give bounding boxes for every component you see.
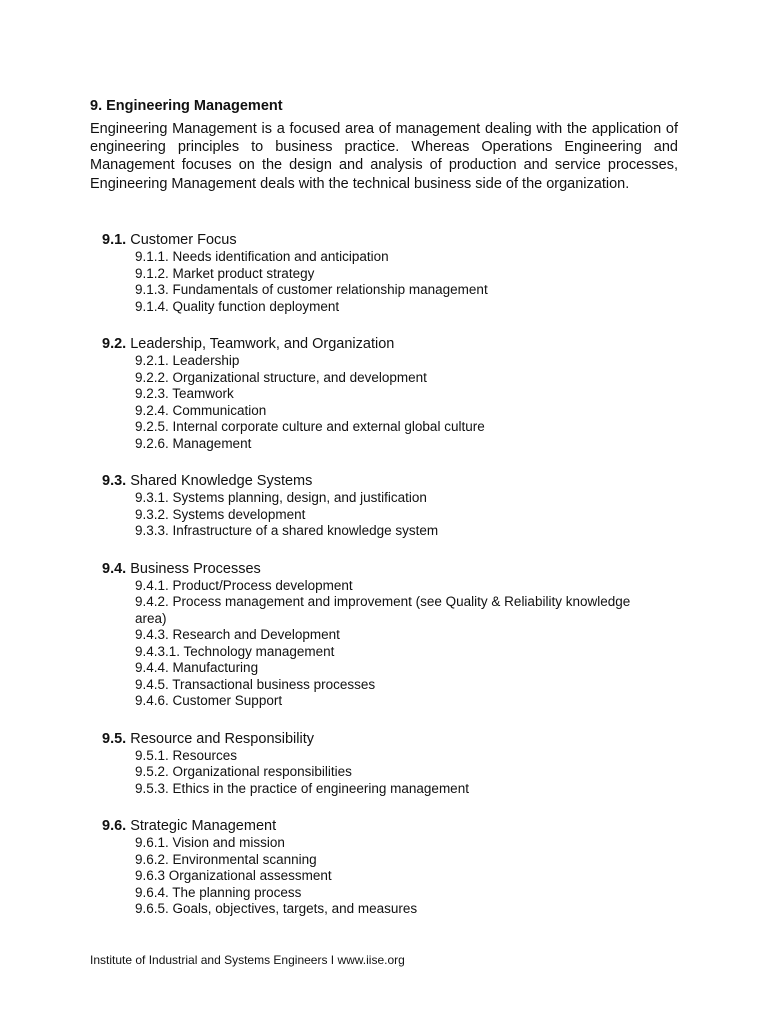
list-item: 9.2.3. Teamwork: [135, 386, 234, 401]
list-item: 9.6.4. The planning process: [135, 884, 302, 900]
subsection-number: 9.5.: [102, 730, 127, 747]
list-item: 9.3.1. Systems planning, design, and justification: [135, 490, 427, 505]
subsection-title: [102, 817, 662, 835]
list-item: 9.5.3. Ethics in the practice of engineering management: [135, 780, 469, 796]
subsection-name: Business Processes: [130, 560, 261, 577]
list-item: 9.4.3. Research and Development: [135, 627, 340, 642]
subsection-title: [102, 560, 662, 578]
list-item: 9.6.1. Vision and mission: [135, 835, 285, 850]
list-item: 9.4.1. Product/Process development: [135, 577, 353, 593]
subitem-list: [102, 490, 662, 540]
subsection-name: Leadership, Teamwork, and Organization: [130, 336, 395, 352]
subitem-list: [102, 353, 662, 452]
subsection-9-5: [102, 730, 662, 798]
subsection-name: Customer Focus: [130, 232, 237, 248]
subsection-number: 9.6.: [102, 818, 127, 834]
list-item: 9.1.4. Quality function deployment: [135, 298, 340, 314]
subsection-number: 9.4.: [102, 560, 127, 577]
list-item: 9.4.2. Process management and improvement (see Quality & Reliability knowledge area): [135, 594, 631, 626]
subsection-list: [102, 231, 662, 918]
subsection-name: Strategic Management: [130, 818, 277, 834]
list-item: 9.3.2. Systems development: [135, 506, 306, 522]
list-item: 9.2.4. Communication: [135, 402, 267, 418]
subsection-number: 9.1.: [102, 232, 127, 248]
subsection-9-1: [102, 231, 662, 315]
section-heading: 9. Engineering Management: [90, 98, 283, 114]
list-item: 9.1.1. Needs identification and anticipation: [135, 249, 389, 264]
subitem-list: [102, 578, 662, 710]
list-item: 9.1.2. Market product strategy: [135, 265, 315, 281]
list-item: 9.2.1. Leadership: [135, 353, 240, 368]
list-item: 9.2.6. Management: [135, 435, 252, 451]
list-item: 9.6.5. Goals, objectives, targets, and measures: [135, 901, 418, 916]
subitem-list: [102, 835, 662, 918]
list-item: 9.4.3.1. Technology management: [135, 643, 335, 659]
list-item: 9.3.3. Infrastructure of a shared knowledge system: [135, 523, 439, 538]
subsection-title: [102, 730, 662, 748]
list-item: 9.5.2. Organizational responsibilities: [135, 764, 352, 779]
subitem-list: [102, 249, 662, 315]
intro-paragraph: Engineering Management is a focused area of management dealing with the application of engineering principles to business practice. Whereas Operations Engineering and Management focuses on the design and analysis of production and service processes, Engineering Management deals with the technical business side of the organization.: [90, 121, 678, 192]
subsection-title: [102, 335, 662, 353]
subitem-list: [102, 748, 662, 798]
subsection-name: Resource and Responsibility: [130, 730, 314, 747]
subsection-9-3: [102, 472, 662, 540]
list-item: 9.4.4. Manufacturing: [135, 660, 259, 675]
subsection-9-4: [102, 560, 662, 710]
subsection-title: [102, 231, 662, 249]
subsection-name: Shared Knowledge Systems: [130, 473, 313, 489]
list-item: 9.4.6. Customer Support: [135, 693, 283, 708]
page-footer: Institute of Industrial and Systems Engineers I www.iise.org: [90, 953, 405, 967]
subsection-number: 9.3.: [102, 473, 127, 489]
list-item: 9.2.2. Organizational structure, and development: [135, 369, 427, 385]
list-item: 9.6.3 Organizational assessment: [135, 868, 332, 883]
subsection-title: [102, 472, 662, 490]
subsection-9-2: [102, 335, 662, 452]
list-item: 9.1.3. Fundamentals of customer relationship management: [135, 282, 488, 297]
list-item: 9.5.1. Resources: [135, 747, 238, 763]
list-item: 9.4.5. Transactional business processes: [135, 676, 376, 692]
list-item: 9.2.5. Internal corporate culture and external global culture: [135, 419, 485, 434]
subsection-number: 9.2.: [102, 336, 127, 352]
list-item: 9.6.2. Environmental scanning: [135, 851, 317, 867]
subsection-9-6: [102, 817, 662, 918]
